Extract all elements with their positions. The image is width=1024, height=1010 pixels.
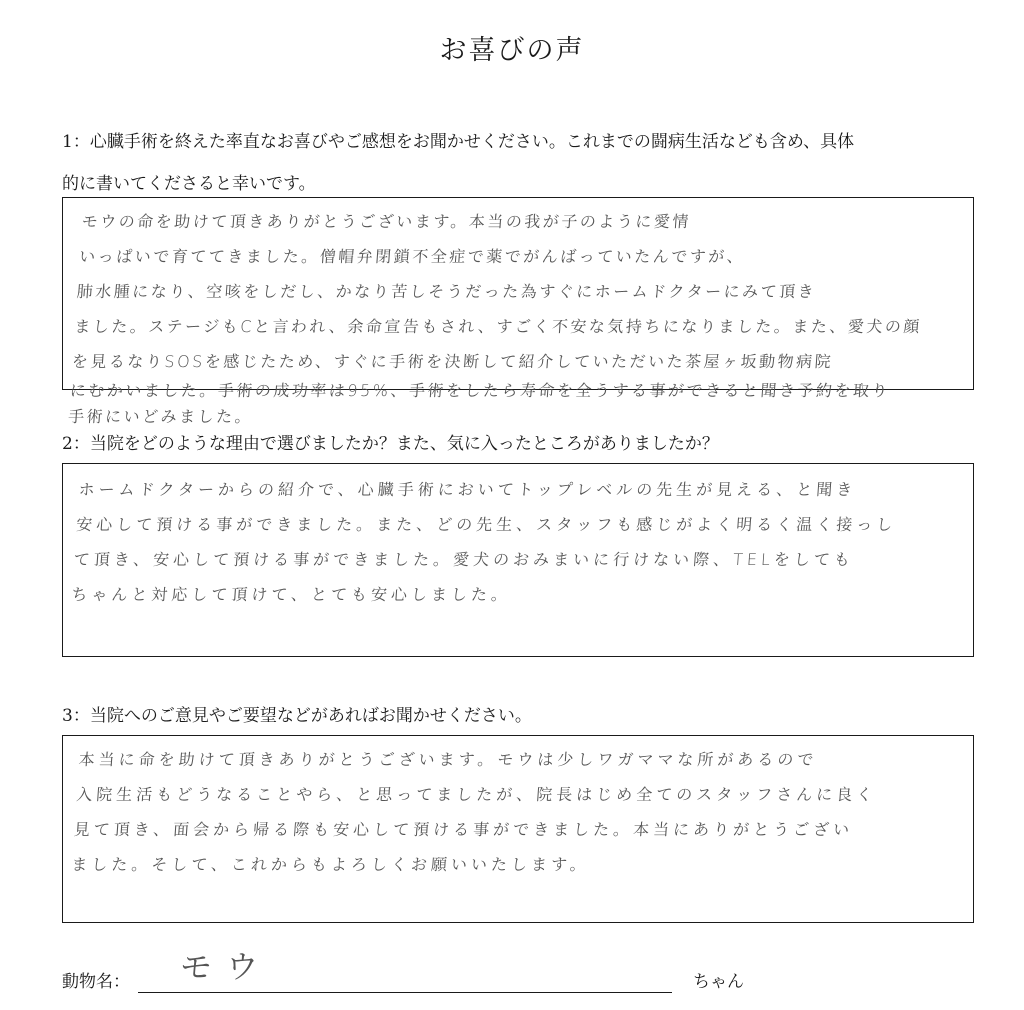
answer-2-text: [70, 472, 985, 612]
answer-1-line: 肺水腫になり、空咳をしだし、かなり苦しそうだった為すぐにホームドクターにみて頂き: [76, 282, 817, 301]
answer-3-line: 入院生活もどうなることやら、と思ってましたが、院長はじめ全てのスタッフさんに良く: [75, 785, 877, 804]
answer-1-line: ました。ステージもCと言われ、余命宣告もされ、すごく不安な気持ちになりました。また、愛犬の顔: [73, 317, 923, 336]
answer-1-text: [67, 204, 988, 431]
page-title: お喜びの声: [439, 35, 585, 66]
answer-2-line: 安心して預ける事ができました。また、どの先生、スタッフも感じがよく明るく温く接っし: [75, 515, 897, 534]
answer-2-line: て頂き、安心して預ける事ができました。愛犬のおみまいに行けない際、TELをしても: [73, 550, 855, 569]
answer-3-text: [70, 742, 985, 882]
answer-1-line: にむかいました。手術の成功率は95%、手術をしたら寿命を全うする事ができると聞き予約を取り: [69, 381, 891, 400]
answer-2-line: ホームドクターからの紹介で、心臓手術においてトップレベルの先生が見える、と聞き: [78, 480, 857, 499]
animal-name-value: モウ: [178, 948, 274, 986]
animal-name-suffix: ちゃん: [693, 972, 744, 992]
question-1-line-1: 1：心臓手術を終えた率直なお喜びやご感想をお聞かせください。これまでの闘病生活なども含め、具体: [62, 132, 855, 152]
answer-2-line: ちゃんと対応して頂けて、とても安心しました。: [70, 585, 512, 604]
question-1-line-2: 的に書いてくださると幸いです。: [62, 174, 316, 194]
answer-1-line: いっぱいで育ててきました。僧帽弁閉鎖不全症で薬でがんばっていたんですが、: [78, 247, 746, 266]
answer-3-line: ました。そして、これからもよろしくお願いいたします。: [70, 855, 591, 874]
answer-3-line: 本当に命を助けて頂きありがとうございます。モウは少しワガママな所があるので: [78, 750, 819, 769]
animal-name-label: 動物名：: [62, 972, 130, 992]
answer-1-line: モウの命を助けて頂きありがとうございます。本当の我が子のように愛情: [81, 212, 692, 231]
answer-3-line: 見て頂き、面会から帰る際も安心して預ける事ができました。本当にありがとうござい: [73, 820, 854, 839]
answer-1-line: を見るなりSOSを感じたため、すぐに手術を決断して紹介していただいた茶屋ヶ坂動物病院: [71, 352, 834, 371]
question-2: 2：当院をどのような理由で選びましたか？また、気に入ったところがありましたか？: [62, 434, 719, 454]
question-3: 3：当院へのご意見やご要望などがあればお聞かせください。: [62, 706, 532, 726]
animal-name-underline: [138, 992, 672, 993]
answer-1-line: 手術にいどみました。: [67, 407, 254, 426]
question-1: [62, 121, 982, 205]
